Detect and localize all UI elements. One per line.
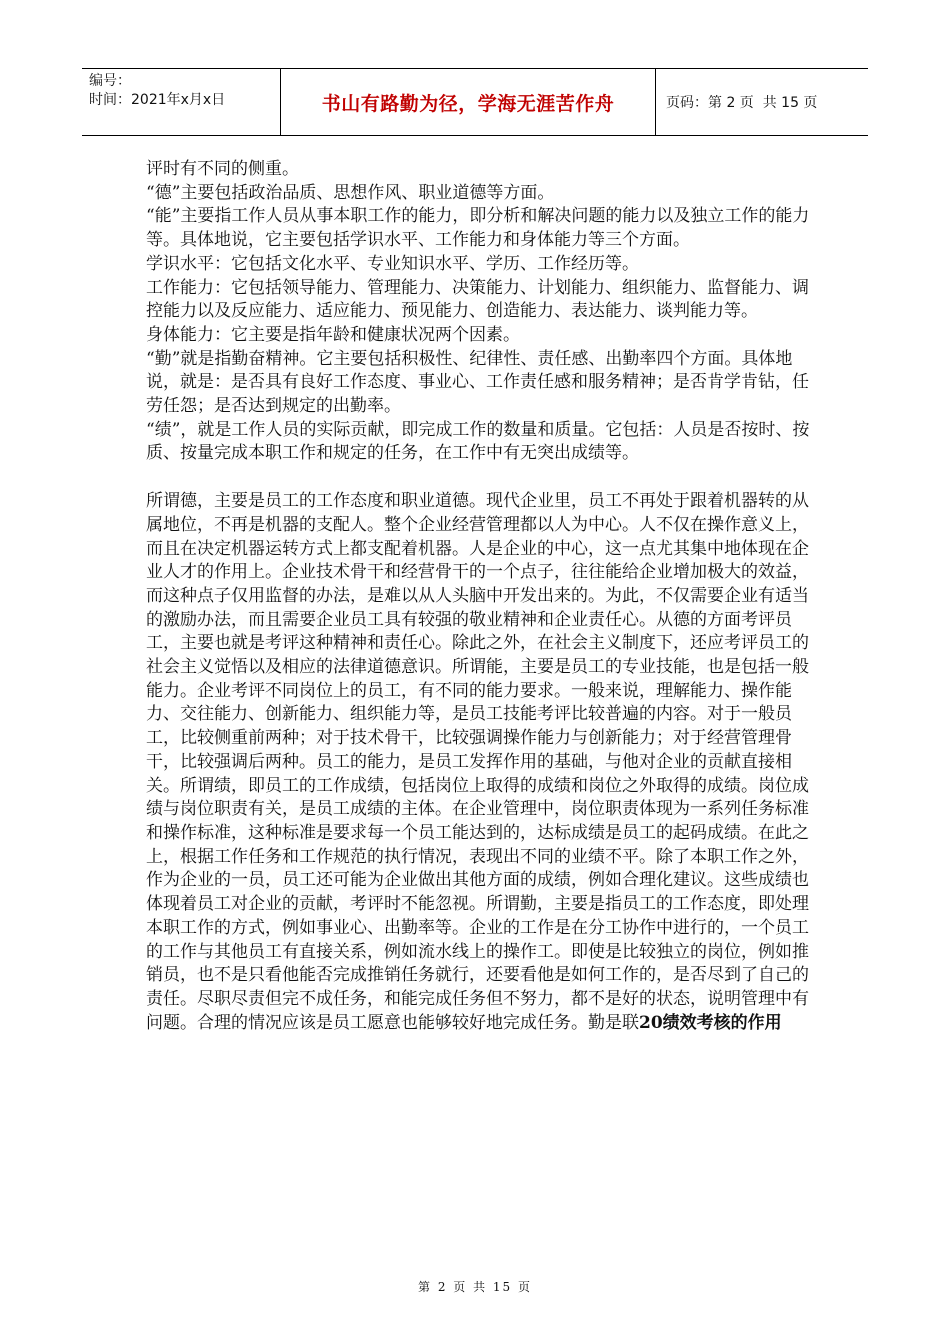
header-motto-cell <box>280 69 656 135</box>
paragraph: “德”主要包括政治品质、思想作风、职业道德等方面。 <box>146 182 555 203</box>
paragraph: 评时有不同的侧重。 <box>146 159 299 179</box>
paragraph: 学识水平：它包括文化水平、专业知识水平、学历、工作经历等。 <box>146 253 639 274</box>
page-header <box>82 68 868 136</box>
page-footer: 第 2 页 共 15 页 <box>418 1280 532 1294</box>
header-motto: 书山有路勤为径，学海无涯苦作舟 <box>321 92 615 115</box>
doc-number-label: 编号： <box>89 73 131 89</box>
paragraph: “能”主要指工作人员从事本职工作的能力，即分析和解决问题的能力以及独立工作的能力等。具体地说，它主要包括学识水平、工作能力和身体能力等三个方面。 <box>146 206 810 251</box>
paragraph <box>146 490 818 1035</box>
document-body <box>146 158 818 1035</box>
section-heading-inline: 20绩效考核的作用 <box>639 1012 782 1033</box>
doc-time-label: 时间：2021年x月x日 <box>89 92 226 108</box>
paragraph: 工作能力：它包括领导能力、管理能力、决策能力、计划能力、组织能力、监督能力、调控能力以及反应能力、适应能力、预见能力、创造能力、表达能力、谈判能力等。 <box>146 277 809 322</box>
paragraph-spacer <box>146 466 818 490</box>
paragraph: “勤”就是指勤奋精神。它主要包括积极性、纪律性、责任感、出勤率四个方面。具体地说，就是：是否具有良好工作态度、事业心、工作责任感和服务精神；是否肯学肯钻，任劳任怨；是否达到规定的出勤率。 <box>146 348 809 417</box>
paragraph-text: 所谓德，主要是员工的工作态度和职业道德。现代企业里，员工不再处于跟着机器转的从属地位，不再是机器的支配人。整个企业经营管理都以人为中心。人不仅在操作意义上，而且在决定机器运转方式上都支配着机器。人是企业的中心，这一点尤其集中地体现在企业人才的作用上。企业技术骨干和经营骨干的一个点子，往往能给企业增加极大的效益，而这种点子仅用监督的办法，是难以从人头脑中开发出来的。为此，不仅需要企业有适当的激励办法，而且需要企业员工具有较强的敬业精神和企业责任心。从德的方面考评员工，主要也就是考评这种精神和责任心。除此之外，在社会主义制度下，还应考评员工的社会主义觉悟以及相应的法律道德意识。所谓能，主要是员工的专业技能，也是包括一般能力。企业考评不同岗位上的员工，有不同的能力要求。一般来说，理解能力、操作能力、交往能力、创新能力、组织能力等，是员工技能考评比较普遍的内容。对于一般员工，比较侧重前两种；对于技术骨干，比较强调操作能力与创新能力；对于经营管理骨干，比较强调后两种。员工的能力，是员工发挥作用的基础，与他对企业的贡献直接相关。所谓绩，即员工的工作成绩，包括岗位上取得的成绩和岗位之外取得的成绩。岗位成绩与岗位职责有关，是员工成绩的主体。在企业管理中，岗位职责体现为一系列任务标准和操作标准，这种标准是要求每一个员工能达到的，达标成绩是员工的起码成绩。在此之上，根据工作任务和工作规范的执行情况，表现出不同的业绩不平。除了本职工作之外，作为企业的一员，员工还可能为企业做出其他方面的成绩，例如合理化建议。这些成绩也体现着员工对企业的贡献，考评时不能忽视。所谓勤，主要是指员工的工作态度，即处理本职工作的方式，例如事业心、出勤率等。企业的工作是在分工协作中进行的，一个员工的工作与其他员工有直接关系，例如流水线上的操作工。即使是比较独立的岗位，例如推销员，也不是只看他能否完成推销任务就行，还要看他是如何工作的，是否尽到了自己的责任。尽职尽责但完不成任务，和能完成任务但不努力，都不是好的状态，说明管理中有问题。合理的情况应该是员工愿意也能够较好地完成任务。勤是联 <box>146 491 809 1033</box>
paragraph: 身体能力：它主要是指年龄和健康状况两个因素。 <box>146 324 520 345</box>
header-meta <box>82 69 280 135</box>
header-page-info: 页码：第 2 页 共 15 页 <box>666 95 818 111</box>
paragraph: “绩”，就是工作人员的实际贡献，即完成工作的数量和质量。它包括：人员是否按时、按质、按量完成本职工作和规定的任务，在工作中有无突出成绩等。 <box>146 419 810 464</box>
